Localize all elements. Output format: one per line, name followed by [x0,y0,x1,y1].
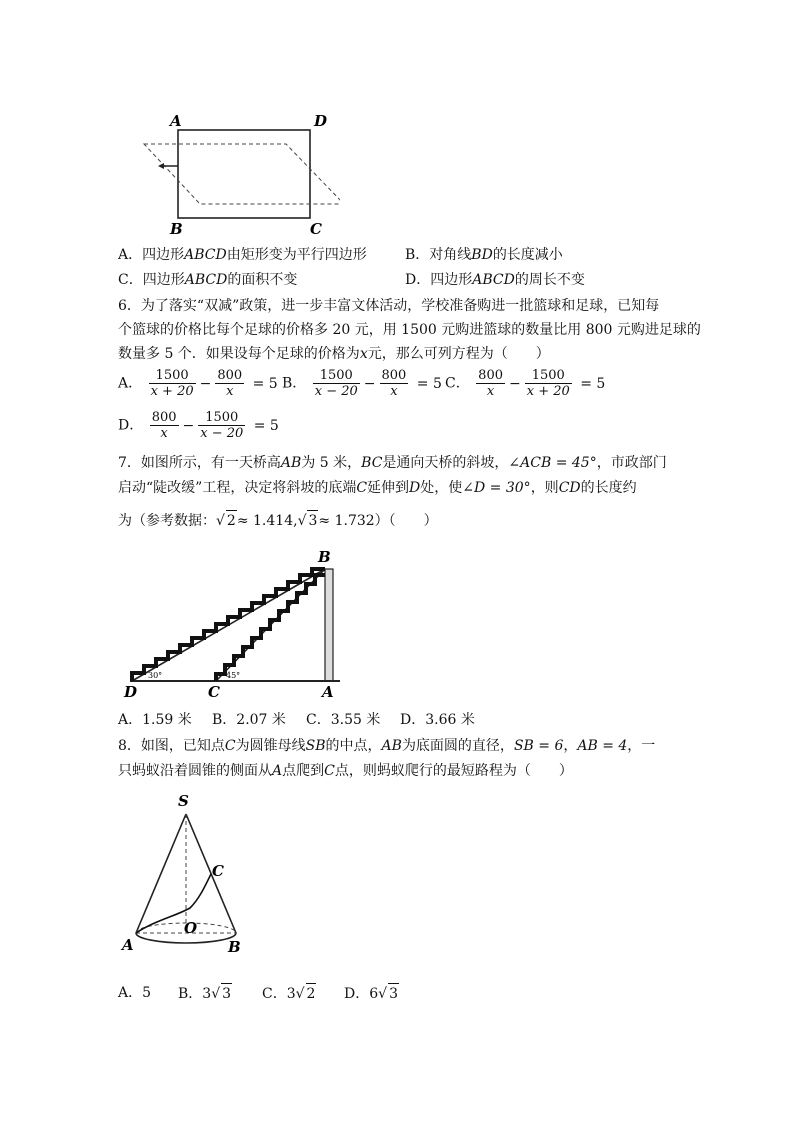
q6-stem-line3: 数量多 5 个．如果设每个足球的价格为x元，那么可列方程为（ ） [118,346,550,362]
q6-stem-line1: 6．为了落实“双减”政策，进一步丰富文体活动，学校准备购进一批篮球和足球，已知每 [118,298,660,314]
svg-text:B: B [228,938,241,956]
svg-text:A: A [322,683,334,701]
svg-text:C: C [208,683,220,701]
svg-text:A: A [122,936,134,954]
q6-option-d: D． $\frac{800}{x}$ − $\frac{1500}{x - 20}$ = 5 [118,410,279,441]
q5-option-c: C．四边形ABCD的面积不变 [118,272,298,288]
slope-stairs-figure [118,545,348,705]
q8-option-d: D．6√ 3 [344,983,399,1004]
svg-text:B: B [318,548,331,566]
q6-stem-line2: 个篮球的价格比每个足球的价格多 20 元，用 1500 元购进篮球的数量比用 800 元购进足球的 [118,322,701,338]
cone-figure [116,790,256,965]
q5-option-b: B．对角线BD的长度减小 [405,247,563,263]
q7-option-a: A．1.59 米 [118,712,192,728]
svg-text:D: D [124,683,138,701]
q8-stem-line2: 只蚂蚁沿着圆锥的侧面从A点爬到C点，则蚂蚁爬行的最短路程为（ ） [118,763,573,779]
q7-stem-line3: 为（参考数据：√ 2≈ 1.414,√ 3≈ 1.732）（ ） [118,510,438,531]
svg-text:C: C [310,220,322,238]
q6-option-c: C． $\frac{800}{x}$ − $\frac{1500}{x + 20}$ = 5 [445,368,606,399]
svg-text:30°: 30° [148,671,163,680]
q5-option-d: D．四边形ABCD的周长不变 [405,272,585,288]
q5-option-a: A．四边形ABCD由矩形变为平行四边形 [118,247,367,263]
svg-text:D: D [314,112,328,130]
q7-stem-line2: 启动“陡改缓”工程，决定将斜坡的底端C延伸到D处，使∠D = 30°，则CD的长度约 [118,480,637,496]
svg-text:B: B [170,220,183,238]
rectangle-parallelogram-figure [130,108,340,240]
svg-text:45°: 45° [226,671,241,680]
svg-text:O: O [184,919,198,937]
q8-option-b: B．3√ 3 [178,983,232,1004]
q6-option-a: A． $\frac{1500}{x + 20}$ − $\frac{800}{x}$ = 5 [118,368,278,399]
q7-option-c: C．3.55 米 [306,712,381,728]
q7-option-d: D．3.66 米 [400,712,475,728]
svg-text:C: C [212,862,224,880]
q7-stem-line1: 7．如图所示，有一天桥高AB为 5 米，BC是通向天桥的斜坡，∠ACB = 45°，市政部门 [118,455,667,471]
q6-option-b: B． $\frac{1500}{x - 20}$ − $\frac{800}{x}$ = 5 [282,368,442,399]
q8-option-a: A．5 [118,985,152,1001]
q8-stem-line1: 8．如图，已知点C为圆锥母线SB的中点，AB为底面圆的直径，SB = 6，AB = 4，一 [118,738,656,754]
q8-option-c: C．3√ 2 [262,983,316,1004]
q7-option-b: B．2.07 米 [212,712,286,728]
svg-text:A: A [170,112,182,130]
svg-text:S: S [178,792,189,810]
